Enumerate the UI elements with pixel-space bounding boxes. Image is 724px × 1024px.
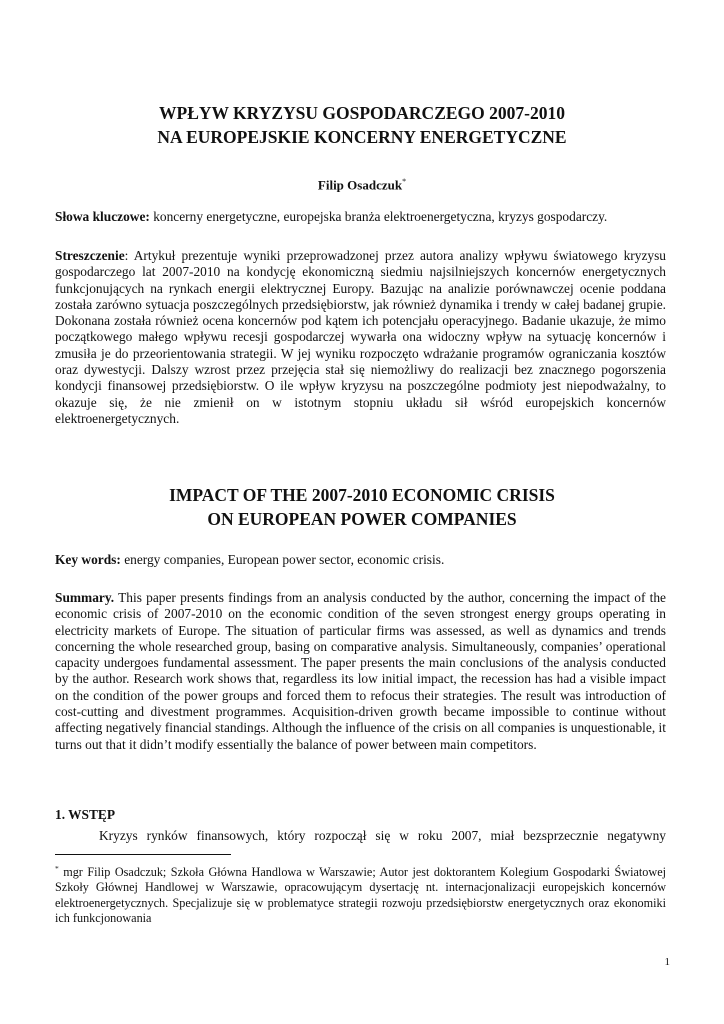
polish-keywords-text: koncerny energetyczne, europejska branża elektroenergetyczna, kryzys gospodarczy. (149, 209, 608, 224)
polish-title-line-2: NA EUROPEJSKIE KONCERNY ENERGETYCZNE (157, 127, 567, 147)
english-keywords-text: energy companies, European power sector, economic crisis. (120, 552, 445, 567)
footnote-mark: * (55, 864, 59, 873)
polish-abstract-text: : Artykuł prezentuje wyniki przeprowadzonej przez autora analizy wpływu światowego kryzysu gospodarczego lat 2007-2010 na kondycję ekonomiczną siedmiu najsilniejszych koncernów energetycznych funkcjonujących na rynkach energii elektrycznej Europy. Bazując na analizie porównawczej ocenie poddana została zarówno sytuacja poszczególnych przedsiębiorstw, jak również dynamika i trendy w całej badanej grupie. Dokonana została również ocena koncernów pod kątem ich potencjału operacyjnego. Badanie ukazuje, że mimo początkowego małego wpływu recesji gospodarczej wywarła ona widoczny wpływ na sytuację koncernów i zmusiła je do przeorientowania strategii. W jej wyniku rozpoczęto wdrażanie programów ograniczania kosztów oraz dywestycji. Dalszy wzrost przez przejęcia stał się niemożliwy do realizacji bez znacznego pogorszenia kondycji finansowej przedsiębiorstw. O ile wpływ kryzysu na poszczególne podmioty jest niepodważalny, to okazuje się, że nie zmienił on w istotnym stopniu układu sił wśród europejskich koncernów elektroenergetycznych. (55, 248, 666, 426)
polish-abstract-label: Streszczenie (55, 248, 125, 263)
polish-keywords-label: Słowa kluczowe: (55, 209, 150, 224)
english-keywords-label: Key words: (55, 552, 121, 567)
section-heading: 1. WSTĘP (55, 807, 116, 822)
author-footnote-mark: * (402, 177, 407, 186)
footnote-text: mgr Filip Osadczuk; Szkoła Główna Handlowa w Warszawie; Autor jest doktorantem Kolegium Gospodarki Światowej Szkoły Głównej Handlowej w Warszawie, opracowującym dysertację nt. internacjonalizacji europejskich koncernów elektroenergetycznych. Specjalizuje się w problematyce strategii rozwoju przedsiębiorstw energetycznych oraz ekonomiki ich funkcjonowania (55, 865, 666, 926)
english-title-line-2: ON EUROPEAN POWER COMPANIES (207, 509, 517, 529)
english-summary-label: Summary. (55, 590, 115, 605)
author-name: Filip Osadczuk (317, 177, 403, 193)
polish-abstract (55, 248, 666, 427)
polish-keywords (55, 209, 666, 225)
footnote-separator (55, 854, 231, 855)
polish-title-line-1: WPŁYW KRYZYSU GOSPODARCZEGO 2007-2010 (159, 103, 565, 123)
english-title (40, 483, 684, 531)
section-first-line: Kryzys rynków finansowych, który rozpoczął się w roku 2007, miał bezsprzecznie negatywny (99, 828, 666, 843)
english-summary (55, 590, 666, 753)
english-keywords (55, 552, 666, 568)
page-number: 1 (664, 956, 670, 968)
english-summary-text: This paper presents findings from an analysis conducted by the author, concerning the impact of the economic crisis of 2007-2010 on the economic condition of the seven strongest energy groups operating in electricity markets of Europe. The situation of particular firms was assessed, as well as dynamics and trends concerning the whole researched group, basing on comparative analysis. Simultaneously, companies’ operational capacity undergoes fundamental assessment. The paper presents the main conclusions of the analysis conducted by the author. Research work shows that, regardless its low initial impact, the recession has had a visible impact on the condition of the power groups and forced them to refocus their strategies. The result was introduction of cost-cutting and divestment programmes. Acquisition-driven growth became impossible to continue without affecting negatively financial standings. Although the influence of the crisis on all companies is unquestionable, it turns out that it didn’t modify essentially the balance of power between main competitors. (55, 590, 666, 752)
footnote (55, 861, 666, 927)
author-line (40, 177, 684, 193)
english-title-line-1: IMPACT OF THE 2007-2010 ECONOMIC CRISIS (169, 485, 555, 505)
polish-title (40, 101, 684, 149)
